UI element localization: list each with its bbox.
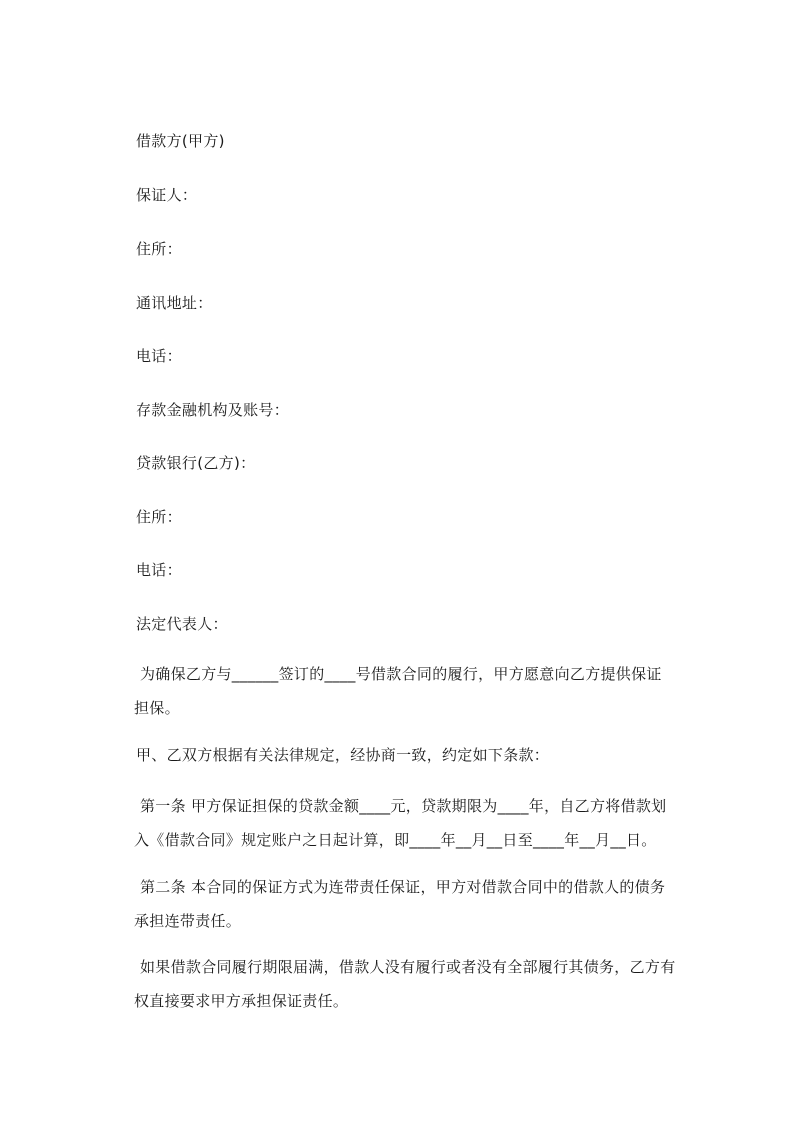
field-bank-phone: 电话： <box>136 561 182 579</box>
paragraph-line: 为确保乙方与______签订的____号借款合同的履行，甲方愿意向乙方提供保证 <box>140 665 662 683</box>
paragraph-line: 担保。 <box>134 699 180 717</box>
field-legal-representative: 法定代表人： <box>136 615 228 633</box>
paragraph-line: 入《借款合同》规定账户之日起计算，即____年__月__日至____年__月__日。 <box>134 831 657 849</box>
paragraph-line: 如果借款合同履行期限届满，借款人没有履行或者没有全部履行其债务，乙方有 <box>140 958 676 976</box>
field-guarantor-address: 住所： <box>136 240 182 258</box>
paragraph-default-clause <box>136 950 711 1018</box>
field-mailing-address: 通讯地址： <box>136 294 213 312</box>
paragraph-purpose <box>136 657 711 725</box>
field-borrower: 借款方(甲方) <box>136 132 225 150</box>
paragraph-line: 甲、乙双方根据有关法律规定，经协商一致，约定如下条款： <box>136 746 550 764</box>
field-guarantor: 保证人： <box>136 186 198 204</box>
field-guarantor-phone: 电话： <box>136 347 182 365</box>
paragraph-line: 第一条 甲方保证担保的贷款金额____元，贷款期限为____年，自乙方将借款划 <box>140 797 667 815</box>
paragraph-line: 权直接要求甲方承担保证责任。 <box>134 992 349 1010</box>
paragraph-line: 第二条 本合同的保证方式为连带责任保证，甲方对借款合同中的借款人的债务 <box>140 878 666 896</box>
paragraph-line: 承担连带责任。 <box>134 912 242 930</box>
field-deposit-account: 存款金融机构及账号： <box>136 401 290 419</box>
paragraph-article-1 <box>136 789 711 857</box>
field-bank-address: 住所： <box>136 508 182 526</box>
field-lending-bank: 贷款银行(乙方)： <box>136 454 256 472</box>
paragraph-article-2 <box>136 870 711 938</box>
paragraph-agreement <box>136 738 711 772</box>
